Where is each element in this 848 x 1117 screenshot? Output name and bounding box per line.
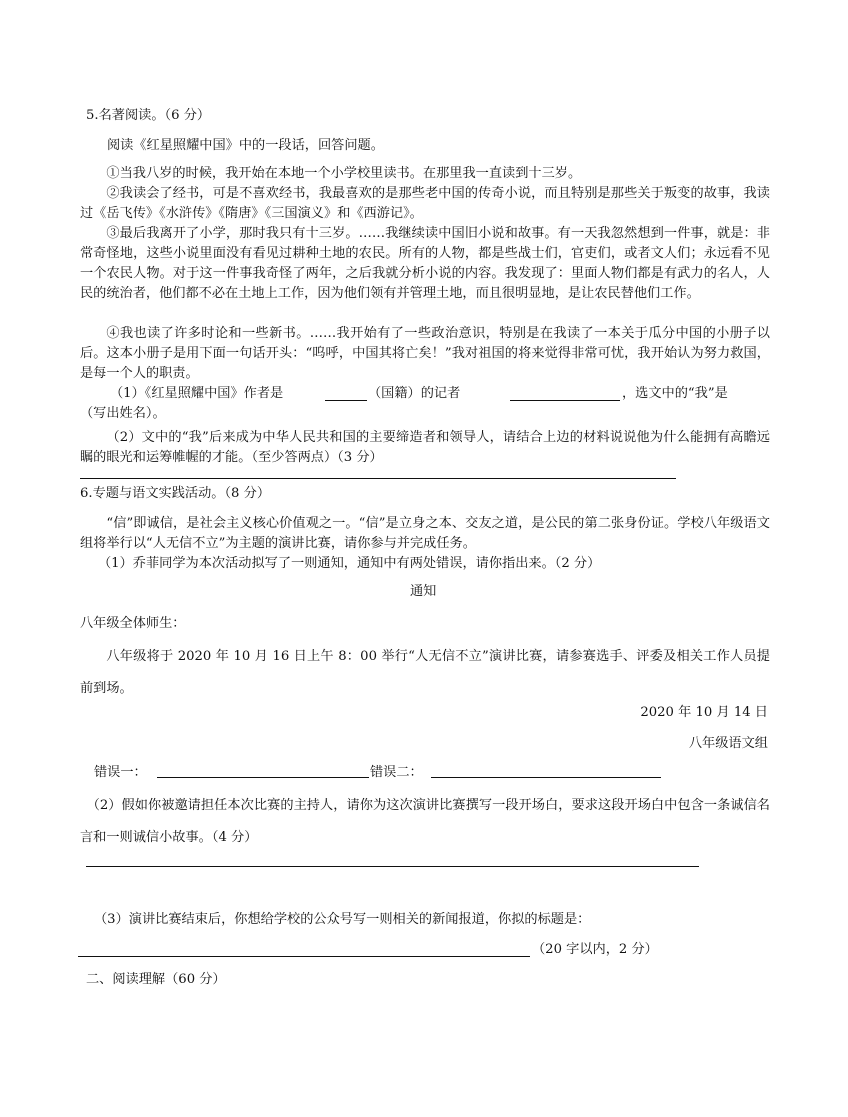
notice-signature: 八年级语文组 (688, 736, 768, 751)
q5-sub2: （2）文中的“我”后来成为中华人民共和国的主要缔造者和领导人，请结合上边的材料说说他为什么能拥有高瞻远瞩的眼光和运筹帷幄的才能。（至少答两点）（3 分） (80, 430, 770, 465)
notice-date: 2020 年 10 月 14 日 (640, 705, 768, 720)
answer-blank-error2[interactable] (431, 777, 661, 778)
q6-sub1: （1）乔菲同学为本次活动拟写了一则通知，通知中有两处错误，请你指出来。（2 分） (98, 556, 601, 571)
q6-sub3: （3）演讲比赛结束后，你想给学校的公众号写一则相关的新闻报道，你拟的标题是： (94, 912, 591, 927)
answer-blank-error1[interactable] (157, 777, 369, 778)
error2-label: 错误二： (370, 765, 423, 780)
notice-body: 八年级将于 2020 年 10 月 16 日上午 8：00 举行“人无信不立”演讲比赛，请参赛选手、评委及相关工作人员提前到场。 (80, 649, 770, 696)
notice-heading: 通知 (410, 584, 437, 599)
answer-line-q5-sub2[interactable] (80, 478, 676, 479)
q5-intro: 阅读《红星照耀中国》中的一段话，回答问题。 (107, 138, 384, 153)
notice-salutation: 八年级全体师生： (80, 616, 186, 631)
q6-sub3-note: （20 字以内，2 分） (532, 942, 658, 957)
q5-passage-para-2: ②我读会了经书，可是不喜欢经书，我最喜欢的是那些老中国的传奇小说，而且特别是那些关于叛变的故事，我读过《岳飞传》《水浒传》《隋唐》《三国演义》和《西游记》。 (80, 186, 770, 221)
q5-sub1-text-b: （国籍）的记者 (368, 386, 461, 401)
q5-sub1-text-d: （写出姓名）。 (80, 406, 166, 421)
q6-sub2: （2）假如你被邀请担任本次比赛的主持人，请你为这次演讲比赛撰写一段开场白，要求这段开场白中包含一条诚信名言和一则诚信小故事。（4 分） (80, 798, 770, 845)
section2-title: 二、阅读理解（60 分） (86, 972, 226, 987)
q6-title: 6.专题与语文实践活动。（8 分） (80, 486, 271, 501)
q5-passage-para-4: ④我也读了许多时论和一些新书。……我开始有了一些政治意识，特别是在我读了一本关于瓜分中国的小册子以后。这本小册子是用下面一句话开头：“呜呼，中国其将亡矣！”我对祖国的将来觉得非常可忧，我开始认为努力救国，是每一个人的职责。 (80, 326, 770, 381)
error1-label: 错误一： (94, 765, 147, 780)
q5-passage-para-1: ①当我八岁的时候，我开始在本地一个小学校里读书。在那里我一直读到十三岁。 (106, 166, 582, 181)
answer-blank-nationality[interactable] (510, 400, 620, 401)
answer-line-headline[interactable] (78, 956, 530, 957)
q5-title: 5.名著阅读。（6 分） (86, 108, 211, 123)
q5-sub1-text-c: ，选文中的“我”是 (622, 386, 728, 401)
q5-passage-para-3: ③最后我离开了小学，那时我只有十三岁。……我继续读中国旧小说和故事。有一天我忽然想到一件事，就是：非常奇怪地，这些小说里面没有看见过耕种土地的农民。所有的人物，都是些战士们，官吏们，或者文人们；永远看不见一个农民人物。对于这一件事我奇怪了两年，之后我就分析小说的内容。我发现了：里面人物们都是有武力的名人，人民的统治者，他们都不必在土地上工作，因为他们领有并管理土地，而且很明显地，是让农民替他们工作。 (80, 226, 770, 301)
answer-blank-author[interactable] (325, 400, 367, 401)
q6-intro: “信”即诚信，是社会主义核心价值观之一。“信”是立身之本、交友之道，是公民的第二张身份证。学校八年级语文组将举行以“人无信不立”为主题的演讲比赛，请你参与并完成任务。 (80, 516, 770, 551)
answer-line-q6-sub2[interactable] (86, 866, 699, 867)
q5-sub1-text-a: （1）《红星照耀中国》作者是 (110, 386, 284, 401)
